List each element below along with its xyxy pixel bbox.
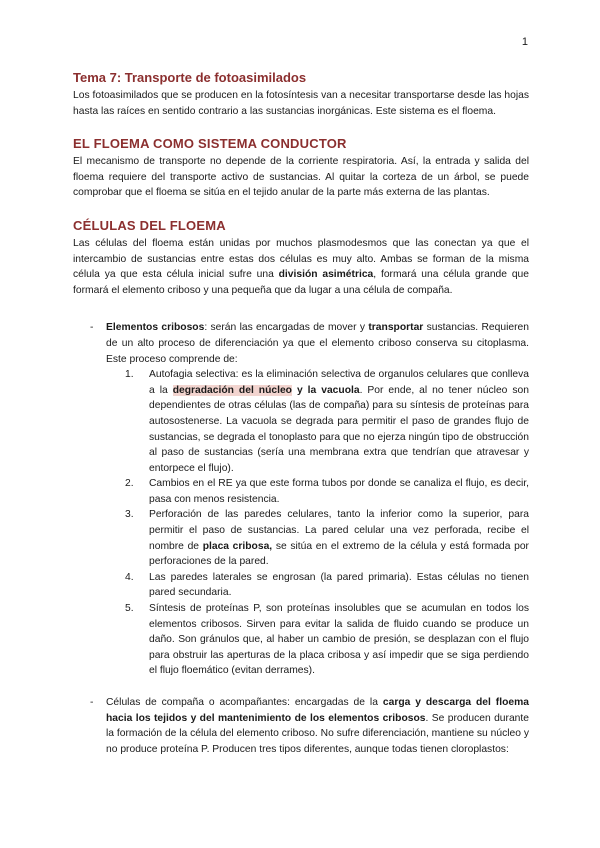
bold-term-sieve-plate: placa cribosa, [202, 540, 273, 552]
text-run: Cambios en el RE ya que este forma tubos por donde se canaliza el flujo, es decir, pasa con menos resistencia. [149, 478, 529, 505]
step-number: 5. [125, 603, 134, 615]
phloem-cells-paragraph [73, 236, 529, 298]
bold-term-asymmetric-division: división asimétrica [278, 269, 374, 281]
step-number: 1. [125, 369, 134, 381]
list-item-step-3 [106, 507, 529, 569]
text-run: , formará una célula grande que formará el elemento criboso y una pequeña que da lugar a una célula de compaña. [73, 269, 530, 296]
bold-term-loading-unloading: carga y descarga del floema hacia los tejidos y del mantenimiento de los elementos cribosos [106, 697, 529, 724]
step-number: 4. [125, 571, 134, 583]
bold-term-vacuole: y la vacuola [291, 384, 360, 396]
text-run: Autofagia selectiva: es la eliminación selectiva de organulos celulares que conlleva a la [149, 369, 529, 396]
differentiation-steps-list [106, 367, 529, 679]
section-heading-phloem-conductor: EL FLOEMA COMO SISTEMA CONDUCTOR [73, 136, 347, 152]
text-run: sustancias. Requieren de un alto proceso de diferenciación ya que el elemento criboso conserva su citoplasma. Este proceso comprende de: [106, 322, 529, 365]
text-run: se sitúa en el extremo de la célula y está formada por perforaciones de la pared. [149, 540, 529, 568]
bold-term-sieve-elements: Elementos cribosos [106, 322, 205, 334]
document-title: Tema 7: Transporte de fotoasimilados [73, 70, 307, 85]
text-run: . Se producen durante la formación de la célula del elemento criboso. No sufre diferenciación, mantiene su núcleo y no produce proteína P. Producen tres tipos diferentes, aunque todas tienen cloroplastos: [106, 712, 529, 755]
list-item-step-2 [106, 476, 529, 507]
phloem-conductor-paragraph: El mecanismo de transporte no depende de la corriente respiratoria. Así, la entrada y salida del floema requiere del transporte activo de sustancias. Al quitar la corteza de un árbol, se puede comprobar que el floema se sitúa en el tejido anular de la parte más externa de las plantas. [73, 156, 529, 199]
text-run: Células de compaña o acompañantes: encargadas de la [106, 697, 383, 708]
page-number: 1 [521, 36, 528, 48]
dash-bullet: - [90, 697, 94, 708]
text-run: . Por ende, al no tener núcleo son dependientes de otras células (las de compaña) para su síntesis de proteínas para autosostenerse. La vacuola se degrada para permitir el paso de grandes flujo de sustancias, se degrada el tonoplasto para que no ejerza ningún tipo de obstrucción al paso de sustancias (sería una membrana extra que tendrían que atravesar y entorpece el flujo). [149, 384, 529, 474]
text-run: : serán las encargadas de mover y [204, 322, 369, 334]
highlight-nucleus-degradation: degradación del núcleo [172, 384, 292, 396]
text-run: Perforación de las paredes celulares, tanto la inferior como la superior, para permitir el paso de sustancias. La pared celular una vez perforada, recibe el nombre de [149, 509, 529, 552]
intro-paragraph: Los fotoasimilados que se producen en la fotosíntesis van a necesitar transportarse desde las hojas hasta las raíces en sentido contrario a las sustancias inorgánicas. Este sistema es el floema. [73, 90, 529, 117]
dash-bullet: - [90, 322, 94, 334]
step-number: 2. [125, 478, 134, 490]
text-run: Síntesis de proteínas P, son proteínas insolubles que se acumulan en todos los elementos cribosos. Sirven para evitar la salida de fluido cuando se produce un daño. Son gránulos que, al haber un cambio de presión, se desplazan con el flujo para obstruir las aperturas de la placa cribosa y así impedir que se siga perdiendo el flujo floemático (evitan derrames). [149, 603, 529, 677]
document-body [73, 70, 529, 757]
phloem-conductor-section [73, 136, 529, 201]
phloem-cells-section [73, 218, 529, 298]
section-heading-phloem-cells: CÉLULAS DEL FLOEMA [73, 217, 226, 233]
intro-section [73, 70, 529, 119]
list-item-step-4 [106, 570, 529, 601]
list-item-step-5 [106, 601, 529, 679]
list-item-step-1 [106, 367, 529, 476]
list-item-companion-cells [73, 695, 529, 757]
text-run: Las paredes laterales se engrosan (la pared primaria). Estas células no tienen pared secundaria. [149, 571, 529, 599]
list-item-sieve-elements [73, 320, 529, 679]
bold-term-transport: transportar [368, 322, 424, 334]
text-run: Las células del floema están unidas por muchos plasmodesmos que las conectan ya que el intercambio de sustancias entre estas dos células es muy alto. Ambas se forman de la misma célula ya que esta célula inicial sufre una [73, 237, 529, 281]
cell-types-list [73, 320, 529, 757]
step-number: 3. [125, 509, 134, 521]
